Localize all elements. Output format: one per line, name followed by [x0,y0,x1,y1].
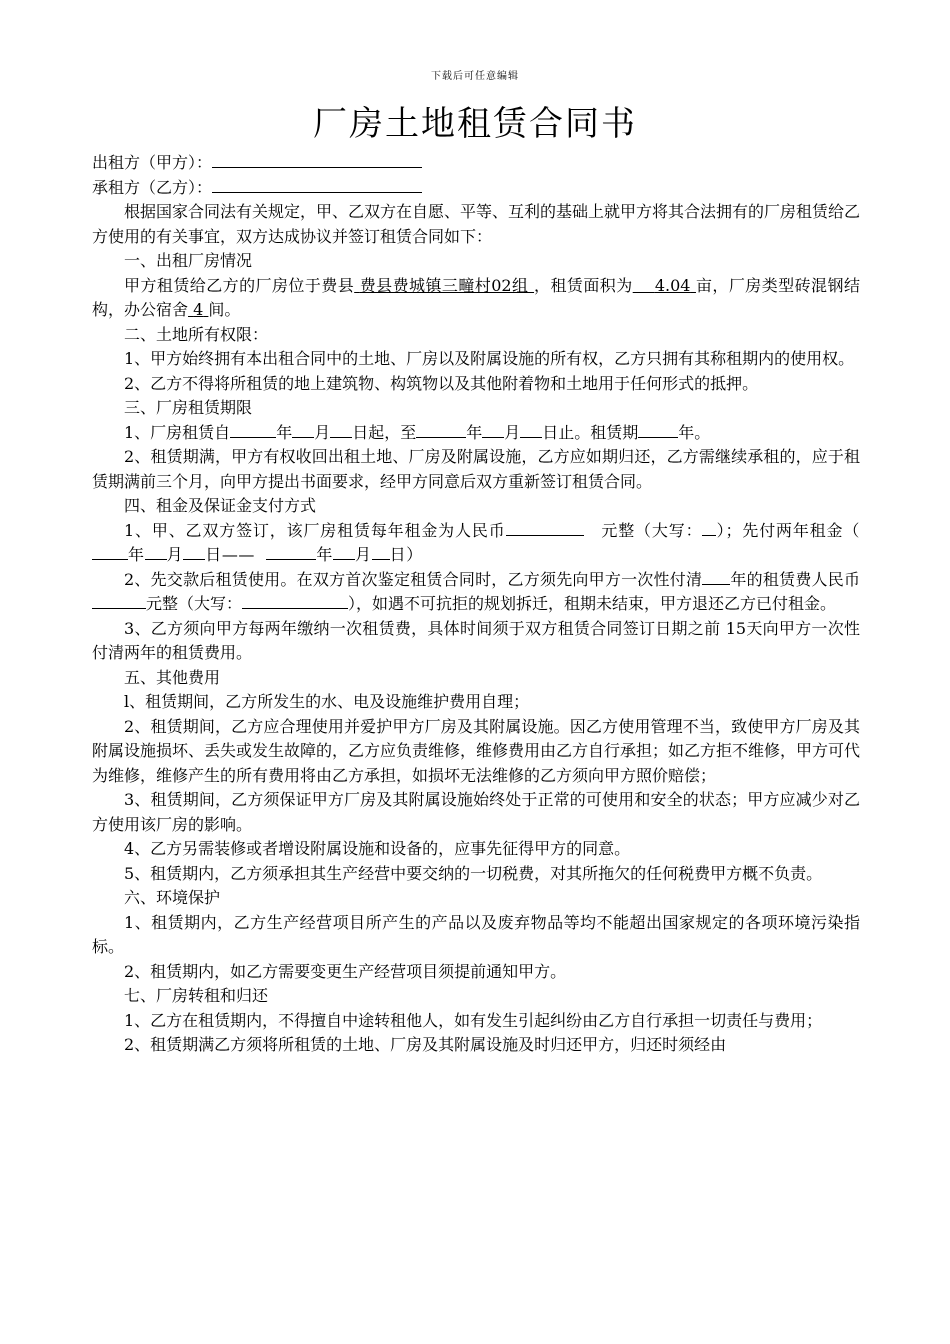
intro-paragraph: 根据国家合同法有关规定，甲、乙双方在自愿、平等、互利的基础上就甲方将其合法拥有的厂房租赁给乙方使用的有关事宜，双方达成协议并签订租赁合同如下： [92,202,861,246]
section-5-item-1: l、租赁期间，乙方所发生的水、电及设施维护费用自理； [124,692,530,711]
start-year-blank [230,422,276,438]
s3-text-g: 日止。租赁期 [542,422,639,442]
office-rooms-value: 4 [193,300,204,319]
section-2-item-1: 1、甲方始终拥有本出租合同中的土地、厂房以及附属设施的所有权，乙方只拥有其称租期内的使用权。 [124,349,855,368]
end-year-blank [416,422,466,438]
s3-text-b: 年 [276,422,293,442]
section-4-item-3: 3、乙方须向甲方每两年缴纳一次租赁费，具体时间须于双方租赁合同签订日期之前 15天向甲方一次性付清两年的租赁费用。 [92,618,860,662]
section-5-item-4: 4、乙方另需装修或者增设附属设施和设备的，应事先征得甲方的同意。 [124,839,631,858]
lessor-line [92,151,860,176]
section-5-item-2: 2、租赁期间，乙方应合理使用并爱护甲方厂房及其附属设施。因乙方使用管理不当，致使甲方厂房及其附属设施损坏、丢失或发生故障的，乙方应负责维修，维修费用由乙方自行承担；如乙方拒不维修，甲方可代为维修，维修产生的所有费用将由乙方承担，如损坏无法维修的乙方须向甲方照价赔偿； [92,716,861,785]
header-note: 下载后可任意编辑 [431,71,519,82]
section-1-paragraph [92,274,860,323]
s3-text-d: 日起，至 [352,422,417,442]
section-3-item-2: 2、租赁期满，甲方有权收回出租土地、厂房及附属设施，乙方应如期归还，乙方需继续承租的，应于租赁期满前三个月，向甲方提出书面要求，经甲方同意后双方重新签订租赁合同。 [92,447,860,491]
lessee-blank [212,177,422,193]
s4-p2-text-a: 2、先交款后租赁使用。在双方首次鉴定租赁合同时，乙方须先向甲方一次性付清 [124,569,703,589]
first-payment-years-blank [702,569,730,585]
factory-location-value: 费县费城镇三疃村02组 [359,275,529,295]
s4-text-b: 元整（大写： [601,520,703,540]
s3-text-h: 年。 [678,422,711,442]
s1-text-d: 间。 [208,300,241,319]
prepay-end-month-blank [333,544,355,560]
s4-text-i: 日） [389,545,423,564]
s3-text-a: 1、厂房租赁自 [124,422,231,442]
first-payment-amount-blank [92,593,146,609]
prepay-end-year-blank [266,544,316,560]
prepay-end-day-blank [372,544,390,560]
s3-text-c: 月 [314,422,331,442]
section-5-item-3: 3、租赁期间，乙方须保证甲方厂房及其附属设施始终处于正常的可使用和安全的状态；甲方应减少对乙方使用该厂房的影响。 [92,790,860,834]
section-3-heading: 三、厂房租赁期限 [124,398,253,417]
section-7-item-2: 2、租赁期满乙方须将所租赁的土地、厂房及其附属设施及时归还甲方，归还时须经由 [124,1035,727,1054]
section-7-heading: 七、厂房转租和归还 [124,986,269,1005]
section-2-heading: 二、土地所有权限： [124,324,269,344]
s4-text-f: 日—— [205,545,256,564]
s1-text-c: 亩，厂房类型砖混钢结构，办公宿舍 [92,275,860,319]
section-4-item-1 [92,519,860,568]
section-7-item-1: 1、乙方在租赁期内，不得擅自中途转租他人，如有发生引起纠纷由乙方自行承担一切责任与费用； [124,1010,823,1030]
lease-area [633,276,696,295]
section-5-heading: 五、其他费用 [124,667,221,687]
annual-rent-blank [506,520,584,536]
section-3-item-1 [92,421,860,446]
s4-p2-text-d: ），如遇不可抗拒的规划拆迁，租期未结束，甲方退还乙方已付租金。 [348,594,837,613]
s4-text-c: ）；先付两年租金（ [716,520,861,540]
lessee-label: 承租方（乙方）： [92,177,213,197]
start-day-blank [330,422,352,438]
section-1-heading: 一、出租厂房情况 [124,251,253,270]
s4-text-e: 月 [166,545,184,564]
start-month-blank [292,422,314,438]
office-rooms [188,300,208,319]
contract-body [92,151,860,1058]
s3-text-e: 年 [466,422,483,442]
s1-text-a: 甲方租赁给乙方的厂房位于费县 [124,275,355,295]
prepay-start-month-blank [145,544,167,560]
annual-rent-words-blank [702,520,716,536]
lessor-blank [212,152,422,168]
lessee-line [92,176,860,201]
end-month-blank [482,422,504,438]
s4-text-h: 月 [355,545,372,564]
s1-text-b: ，租赁面积为 [534,275,633,295]
section-5-item-5: 5、租赁期内，乙方须承担其生产经营中要交纳的一切税费，对其所拖欠的任何税费甲方概不负责。 [124,863,823,883]
s4-text-a: 1、甲、乙双方签订，该厂房租赁每年租金为人民币 [124,520,506,540]
s4-p2-text-c: 元整（大写： [146,594,243,613]
lease-area-value: 4.04 [654,275,691,295]
section-2-item-2: 2、乙方不得将所租赁的地上建筑物、构筑物以及其他附着物和土地用于任何形式的抵押。 [124,373,759,393]
prepay-start-day-blank [183,544,205,560]
first-payment-words-blank [242,593,348,609]
section-6-item-2: 2、租赁期内，如乙方需要变更生产经营项目须提前通知甲方。 [124,961,567,981]
end-day-blank [520,422,542,438]
section-6-heading: 六、环境保护 [124,888,221,907]
s4-text-d: 年 [128,545,145,564]
factory-location [354,276,534,295]
section-4-item-2 [92,568,860,617]
lessor-label: 出租方（甲方）： [92,153,213,172]
s4-text-g: 年 [316,545,334,564]
s4-p2-text-b: 年的租赁费人民币 [730,569,860,589]
s3-text-f: 月 [504,422,521,442]
section-4-heading: 四、租金及保证金支付方式 [124,496,317,515]
prepay-start-year-blank [92,544,128,560]
section-6-item-1: 1、租赁期内，乙方生产经营项目所产生的产品以及废弃物品等均不能超出国家规定的各项环境污染指标。 [92,912,860,956]
document-title: 厂房土地租赁合同书 [313,104,637,144]
lease-term-blank [638,422,678,438]
